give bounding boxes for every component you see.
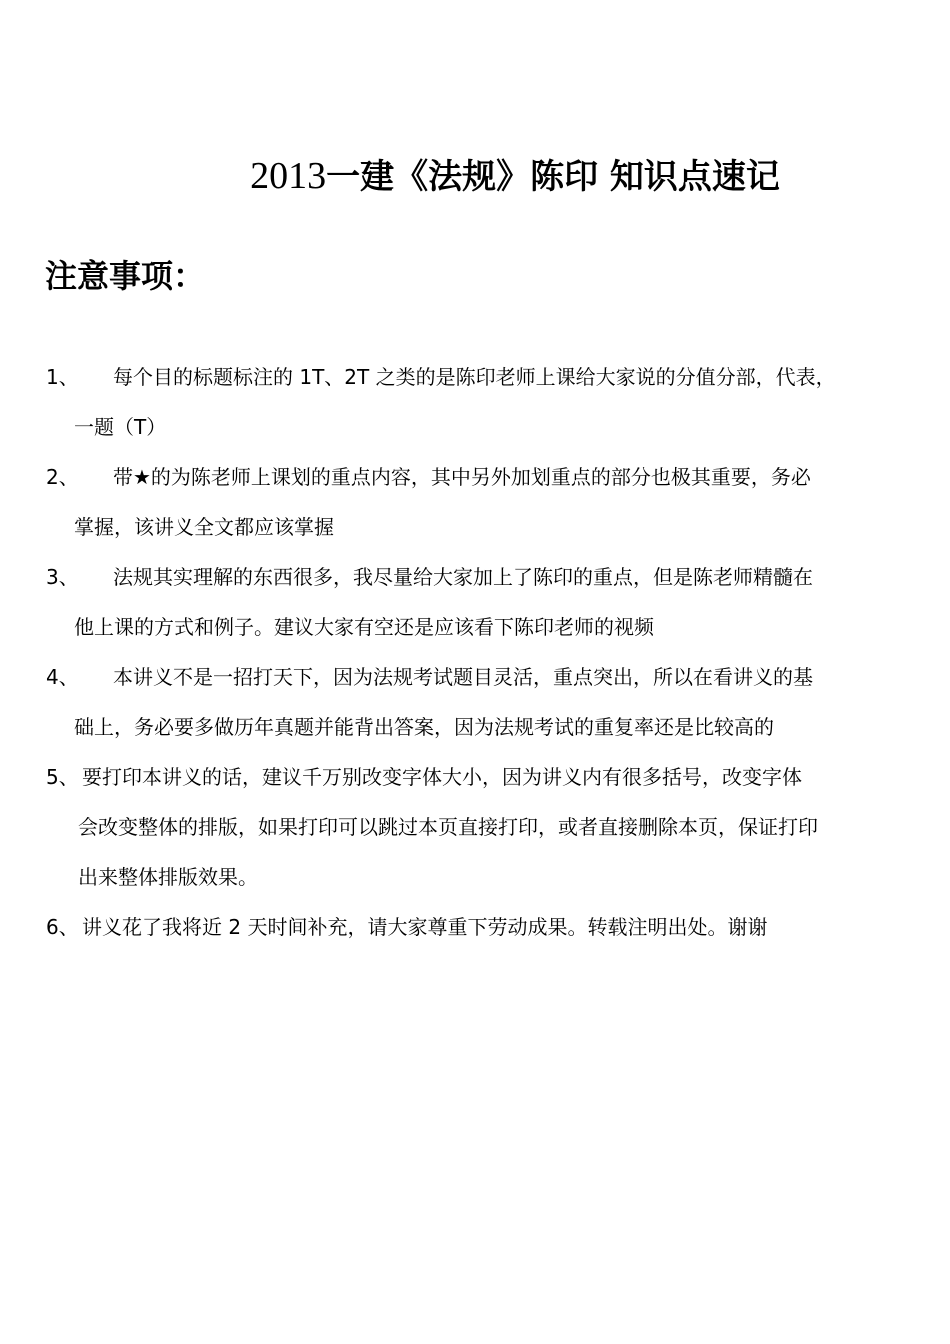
item-text-line: 一题（T）: [74, 415, 167, 439]
list-item: [0, 902, 950, 952]
list-item: [0, 552, 950, 652]
item-text-line: 会改变整体的排版，如果打印可以跳过本页直接打印，或者直接删除本页，保证打印: [78, 815, 818, 839]
title-year: 2013: [250, 155, 327, 197]
item-text-line: 讲义花了我将近 2 天时间补充，请大家尊重下劳动成果。转载注明出处。谢谢: [82, 915, 768, 939]
notes-list: [0, 352, 950, 952]
item-text-line: 他上课的方式和例子。建议大家有空还是应该看下陈印老师的视频: [74, 615, 654, 639]
item-text-line: 要打印本讲义的话，建议千万别改变字体大小，因为讲义内有很多括号，改变字体: [82, 765, 802, 789]
item-text-line: 出来整体排版效果。: [78, 865, 258, 889]
list-item: [0, 652, 950, 752]
section-heading: 注意事项：: [45, 257, 206, 295]
item-number: 4、: [46, 665, 79, 689]
item-text-line: 法规其实理解的东西很多，我尽量给大家加上了陈印的重点，但是陈老师精髓在: [113, 565, 813, 589]
document-title: [0, 152, 950, 201]
title-text: 一建《法规》陈印 知识点速记: [326, 157, 780, 197]
item-number: 3、: [46, 565, 79, 589]
item-number: 1、: [46, 365, 79, 389]
item-number: 5、: [46, 765, 79, 789]
list-item: [0, 452, 950, 552]
item-text-line: 掌握，该讲义全文都应该掌握: [74, 515, 334, 539]
list-item: [0, 752, 950, 902]
item-text-line: 本讲义不是一招打天下，因为法规考试题目灵活，重点突出，所以在看讲义的基: [113, 665, 813, 689]
item-text-line: 每个目的标题标注的 1T、2T 之类的是陈印老师上课给大家说的分值分部，代表，: [113, 365, 836, 389]
item-number: 2、: [46, 465, 79, 489]
list-item: [0, 352, 950, 452]
item-text-line: 础上，务必要多做历年真题并能背出答案，因为法规考试的重复率还是比较高的: [74, 715, 774, 739]
item-text-line: 带★的为陈老师上课划的重点内容，其中另外加划重点的部分也极其重要，务必: [113, 465, 811, 489]
item-number: 6、: [46, 915, 79, 939]
